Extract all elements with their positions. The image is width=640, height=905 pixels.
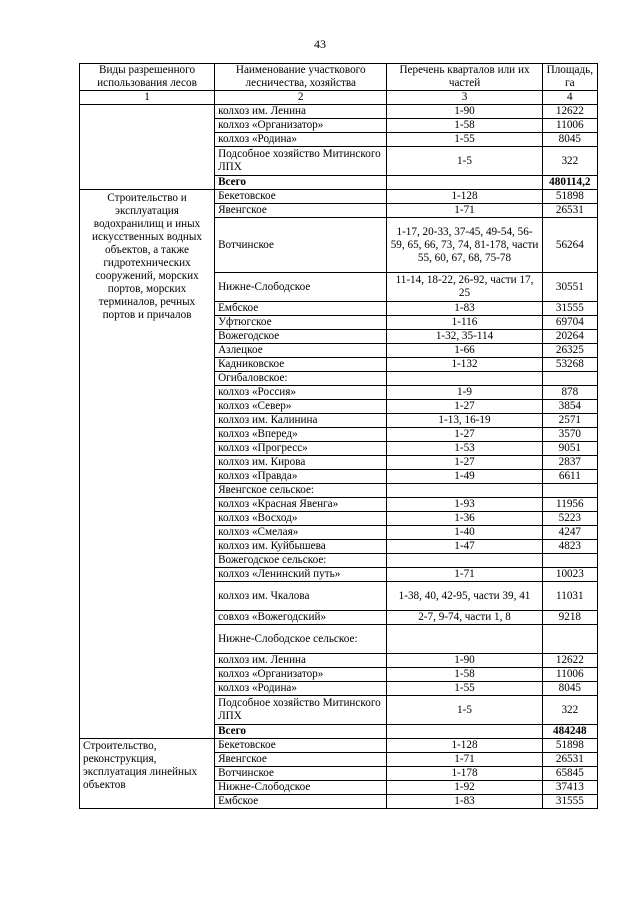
forestry-name: Бекетовское bbox=[215, 739, 387, 753]
quarters: 1-71 bbox=[387, 753, 542, 767]
forestry-name: колхоз «Смелая» bbox=[215, 526, 387, 540]
area: 69704 bbox=[542, 316, 597, 330]
area: 2837 bbox=[542, 456, 597, 470]
header-quarters: Перечень кварталов или их частей bbox=[387, 64, 542, 91]
quarters: 1-5 bbox=[387, 147, 542, 176]
quarters: 1-32, 35-114 bbox=[387, 330, 542, 344]
use-type-linear-objects: Строительство, реконструкция, эксплуатация линейных объектов bbox=[80, 739, 215, 809]
forestry-name: Подсобное хозяйство Митинского ЛПХ bbox=[215, 696, 387, 725]
area: 4823 bbox=[542, 540, 597, 554]
quarters: 1-47 bbox=[387, 540, 542, 554]
quarters: 1-71 bbox=[387, 204, 542, 218]
area: 51898 bbox=[542, 190, 597, 204]
area: 53268 bbox=[542, 358, 597, 372]
forestry-name: колхоз «Организатор» bbox=[215, 119, 387, 133]
area: 3854 bbox=[542, 400, 597, 414]
header-number-row bbox=[80, 91, 598, 105]
forestry-name: Вожегодское сельское: bbox=[215, 554, 387, 568]
table-row bbox=[80, 190, 598, 204]
quarters: 1-38, 40, 42-95, части 39, 41 bbox=[387, 582, 542, 611]
group-water-objects bbox=[80, 190, 598, 739]
area: 11006 bbox=[542, 119, 597, 133]
area: 11956 bbox=[542, 498, 597, 512]
area: 8045 bbox=[542, 133, 597, 147]
forestry-name: Подсобное хозяйство Митинского ЛПХ bbox=[215, 147, 387, 176]
quarters: 1-90 bbox=[387, 105, 542, 119]
quarters: 1-53 bbox=[387, 442, 542, 456]
forestry-name: Огибаловское: bbox=[215, 372, 387, 386]
header-num-1: 1 bbox=[80, 91, 215, 105]
forestry-name: колхоз им. Ленина bbox=[215, 105, 387, 119]
quarters: 1-71 bbox=[387, 568, 542, 582]
quarters: 1-55 bbox=[387, 133, 542, 147]
header-use-type: Виды разрешенного использования лесов bbox=[80, 64, 215, 91]
quarters: 1-36 bbox=[387, 512, 542, 526]
forestry-name: колхоз «Красная Явенга» bbox=[215, 498, 387, 512]
total-area: 480114,2 bbox=[542, 176, 597, 190]
area: 65845 bbox=[542, 767, 597, 781]
area: 51898 bbox=[542, 739, 597, 753]
page-number: 43 bbox=[314, 37, 326, 51]
forestry-name: Вотчинское bbox=[215, 767, 387, 781]
area: 322 bbox=[542, 696, 597, 725]
quarters: 1-66 bbox=[387, 344, 542, 358]
forestry-name: колхоз «Восход» bbox=[215, 512, 387, 526]
area: 9051 bbox=[542, 442, 597, 456]
forestry-name: колхоз «Россия» bbox=[215, 386, 387, 400]
area: 11006 bbox=[542, 668, 597, 682]
quarters: 1-83 bbox=[387, 795, 542, 809]
area: 5223 bbox=[542, 512, 597, 526]
area bbox=[542, 625, 597, 654]
area: 20264 bbox=[542, 330, 597, 344]
quarters: 1-40 bbox=[387, 526, 542, 540]
area: 31555 bbox=[542, 795, 597, 809]
area bbox=[542, 484, 597, 498]
forestry-name: Бекетовское bbox=[215, 190, 387, 204]
quarters: 1-49 bbox=[387, 470, 542, 484]
area: 8045 bbox=[542, 682, 597, 696]
forestry-name: колхоз им. Калинина bbox=[215, 414, 387, 428]
quarters: 1-83 bbox=[387, 302, 542, 316]
quarters: 1-9 bbox=[387, 386, 542, 400]
header-forestry-name: Наименование участкового лесничества, хозяйства bbox=[215, 64, 387, 91]
use-type-cell-continued bbox=[80, 105, 215, 190]
quarters: 1-90 bbox=[387, 654, 542, 668]
forestry-name: колхоз «Ленинский путь» bbox=[215, 568, 387, 582]
quarters: 1-58 bbox=[387, 119, 542, 133]
area: 26531 bbox=[542, 204, 597, 218]
header-num-3: 3 bbox=[387, 91, 542, 105]
forestry-name: Явенгское сельское: bbox=[215, 484, 387, 498]
forestry-name: Уфтюгское bbox=[215, 316, 387, 330]
area: 12622 bbox=[542, 105, 597, 119]
forestry-name: колхоз им. Чкалова bbox=[215, 582, 387, 611]
area: 30551 bbox=[542, 273, 597, 302]
area bbox=[542, 372, 597, 386]
area: 26531 bbox=[542, 753, 597, 767]
forestry-name: колхоз «Вперед» bbox=[215, 428, 387, 442]
forestry-name: Вотчинское bbox=[215, 218, 387, 273]
forestry-name: Нижне-Слободское bbox=[215, 273, 387, 302]
quarters bbox=[387, 176, 542, 190]
forestry-name: Нижне-Слободское bbox=[215, 781, 387, 795]
area: 37413 bbox=[542, 781, 597, 795]
quarters: 1-92 bbox=[387, 781, 542, 795]
table-row bbox=[80, 739, 598, 753]
area: 31555 bbox=[542, 302, 597, 316]
area: 3570 bbox=[542, 428, 597, 442]
quarters bbox=[387, 484, 542, 498]
area: 11031 bbox=[542, 582, 597, 611]
quarters bbox=[387, 554, 542, 568]
area: 56264 bbox=[542, 218, 597, 273]
forestry-name: совхоз «Вожегодский» bbox=[215, 611, 387, 625]
quarters: 1-13, 16-19 bbox=[387, 414, 542, 428]
area: 26325 bbox=[542, 344, 597, 358]
forestry-name: колхоз «Прогресс» bbox=[215, 442, 387, 456]
area: 4247 bbox=[542, 526, 597, 540]
quarters: 1-178 bbox=[387, 767, 542, 781]
forestry-name: колхоз им. Куйбышева bbox=[215, 540, 387, 554]
quarters: 1-128 bbox=[387, 739, 542, 753]
area: 878 bbox=[542, 386, 597, 400]
forestry-name: колхоз «Организатор» bbox=[215, 668, 387, 682]
forestry-name: колхоз «Север» bbox=[215, 400, 387, 414]
use-type-water-objects: Строительство и эксплуатация водохранилищ и иных искусственных водных объектов, а также гидротехнических сооружений, морских портов, морских терминалов, речных портов и причалов bbox=[80, 190, 215, 739]
area bbox=[542, 554, 597, 568]
quarters: 1-132 bbox=[387, 358, 542, 372]
total-label: Всего bbox=[215, 725, 387, 739]
forestry-name: Ембское bbox=[215, 302, 387, 316]
quarters: 1-5 bbox=[387, 696, 542, 725]
quarters: 1-55 bbox=[387, 682, 542, 696]
area: 6611 bbox=[542, 470, 597, 484]
forestry-name: колхоз им. Кирова bbox=[215, 456, 387, 470]
forestry-name: Нижне-Слободское сельское: bbox=[215, 625, 387, 654]
total-area: 484248 bbox=[542, 725, 597, 739]
forestry-name: Явенгское bbox=[215, 753, 387, 767]
quarters: 1-27 bbox=[387, 456, 542, 470]
quarters bbox=[387, 625, 542, 654]
quarters bbox=[387, 725, 542, 739]
quarters: 1-27 bbox=[387, 400, 542, 414]
total-label: Всего bbox=[215, 176, 387, 190]
forestry-name: Азлецкое bbox=[215, 344, 387, 358]
quarters: 1-58 bbox=[387, 668, 542, 682]
forestry-name: колхоз «Родина» bbox=[215, 133, 387, 147]
area: 2571 bbox=[542, 414, 597, 428]
forestry-name: Кадниковское bbox=[215, 358, 387, 372]
quarters: 1-17, 20-33, 37-45, 49-54, 56-59, 65, 66, 73, 74, 81-178, части 55, 60, 67, 68, 75-78 bbox=[387, 218, 542, 273]
header-num-2: 2 bbox=[215, 91, 387, 105]
area: 9218 bbox=[542, 611, 597, 625]
header-area: Площадь, га bbox=[542, 64, 597, 91]
quarters: 11-14, 18-22, 26-92, части 17, 25 bbox=[387, 273, 542, 302]
quarters: 1-93 bbox=[387, 498, 542, 512]
quarters: 1-128 bbox=[387, 190, 542, 204]
forestry-name: колхоз им. Ленина bbox=[215, 654, 387, 668]
quarters bbox=[387, 372, 542, 386]
header-num-4: 4 bbox=[542, 91, 597, 105]
quarters: 1-116 bbox=[387, 316, 542, 330]
area: 12622 bbox=[542, 654, 597, 668]
forest-use-table bbox=[79, 63, 598, 809]
area: 322 bbox=[542, 147, 597, 176]
area: 10023 bbox=[542, 568, 597, 582]
group-linear-objects bbox=[80, 739, 598, 809]
quarters: 2-7, 9-74, части 1, 8 bbox=[387, 611, 542, 625]
forestry-name: Явенгское bbox=[215, 204, 387, 218]
forestry-name: Ембское bbox=[215, 795, 387, 809]
table-row bbox=[80, 105, 598, 119]
header-row bbox=[80, 64, 598, 91]
quarters: 1-27 bbox=[387, 428, 542, 442]
forestry-name: Вожегодское bbox=[215, 330, 387, 344]
forestry-name: колхоз «Родина» bbox=[215, 682, 387, 696]
forestry-name: колхоз «Правда» bbox=[215, 470, 387, 484]
